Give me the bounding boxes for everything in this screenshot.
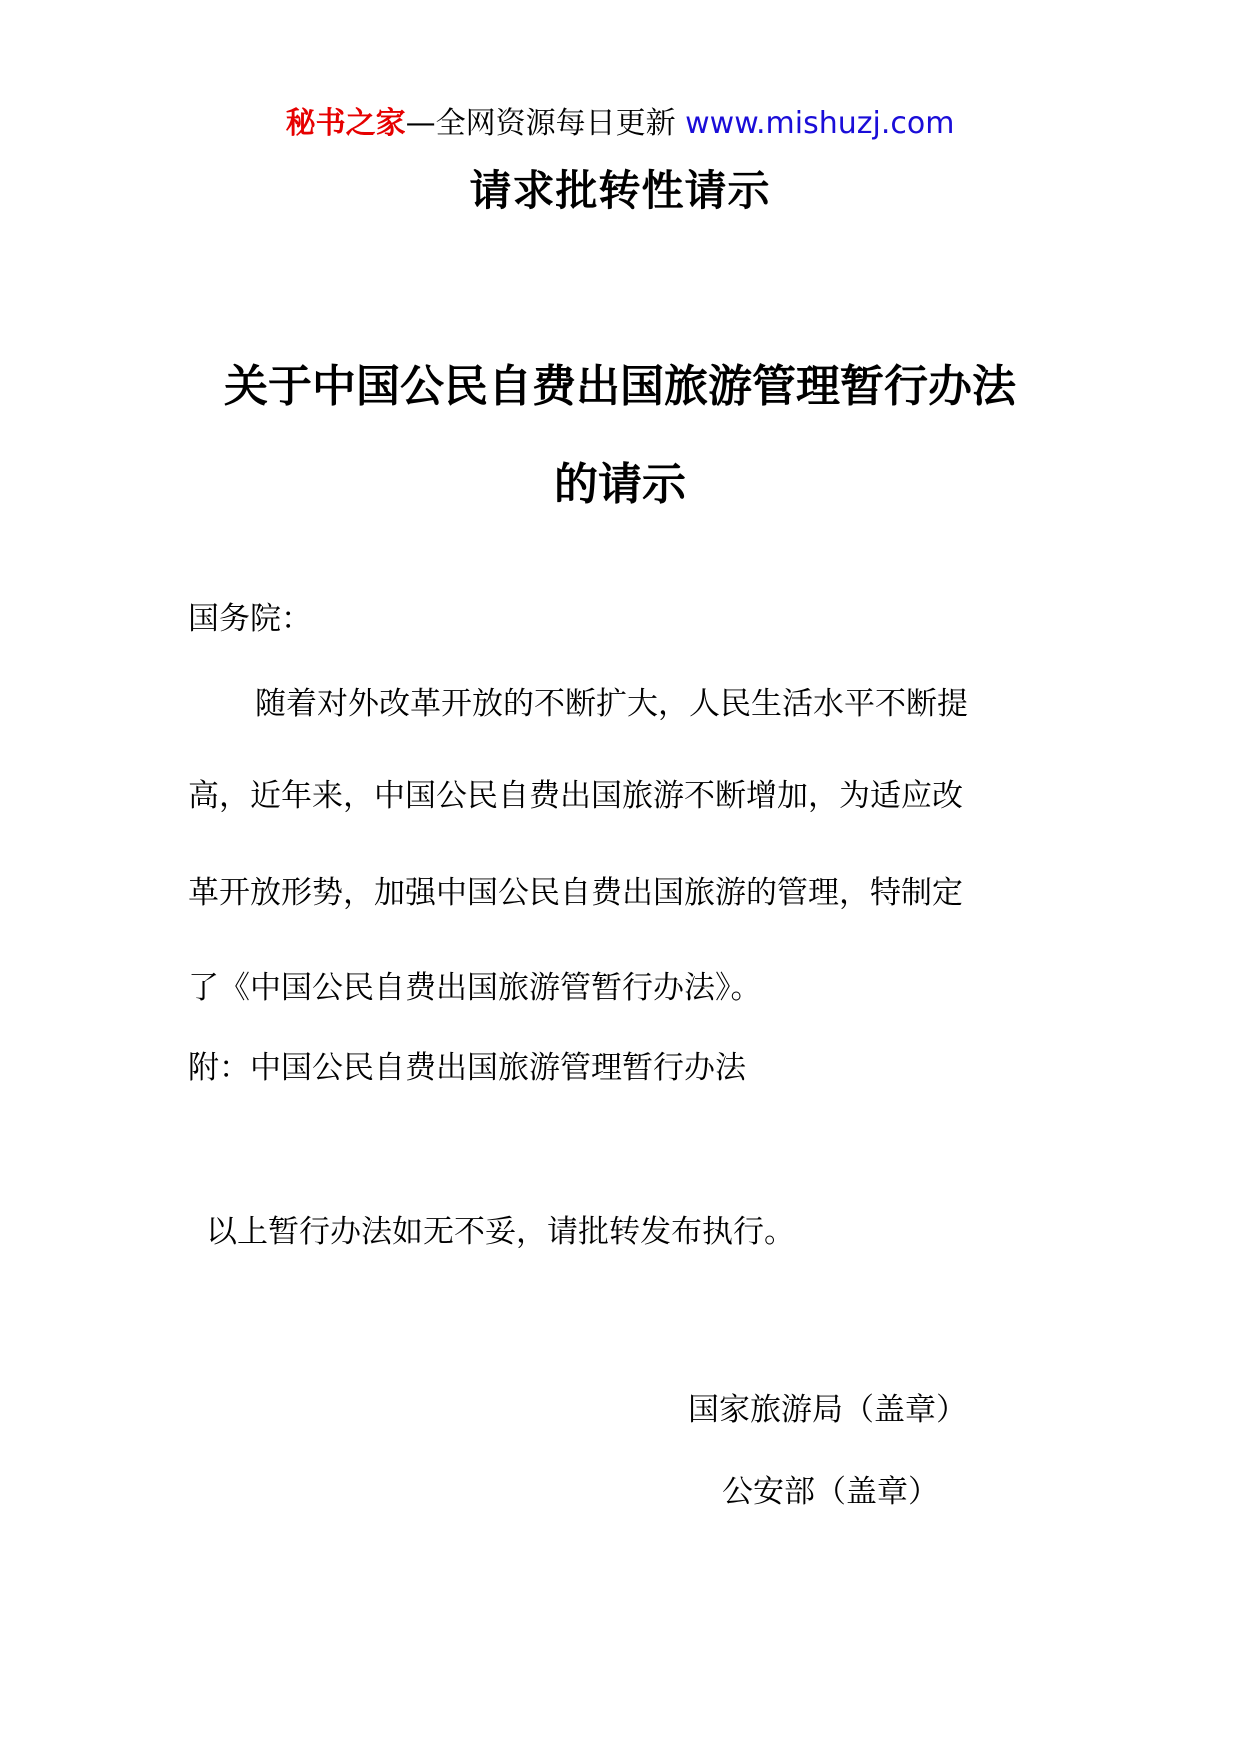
document-title-line-2: 的请示 <box>554 459 686 510</box>
body-line-2: 高，近年来，中国公民自费出国旅游不断增加，为适应改 <box>188 778 963 814</box>
site-banner <box>0 104 1240 144</box>
addressee: 国务院： <box>188 601 312 637</box>
attachment-note: 附：中国公民自费出国旅游管理暂行办法 <box>188 1050 746 1086</box>
closing-request: 以上暂行办法如无不妥，请批转发布执行。 <box>206 1214 795 1250</box>
signature-tourism-bureau: 国家旅游局（盖章） <box>688 1392 967 1428</box>
document-title-line-1: 关于中国公民自费出国旅游管理暂行办法 <box>224 361 1016 412</box>
body-line-4: 了《中国公民自费出国旅游管暂行办法》。 <box>188 970 762 1006</box>
body-line-3: 革开放形势，加强中国公民自费出国旅游的管理，特制定 <box>188 875 963 911</box>
document-type-heading: 请求批转性请示 <box>469 166 771 215</box>
body-line-1: 随着对外改革开放的不断扩大，人民生活水平不断提 <box>255 686 968 722</box>
site-tagline: —全网资源每日更新 <box>405 106 676 141</box>
site-url-link[interactable]: www.mishuzj.com <box>685 106 955 141</box>
site-brand: 秘书之家 <box>285 106 406 141</box>
signature-public-security: 公安部（盖章） <box>722 1474 939 1510</box>
